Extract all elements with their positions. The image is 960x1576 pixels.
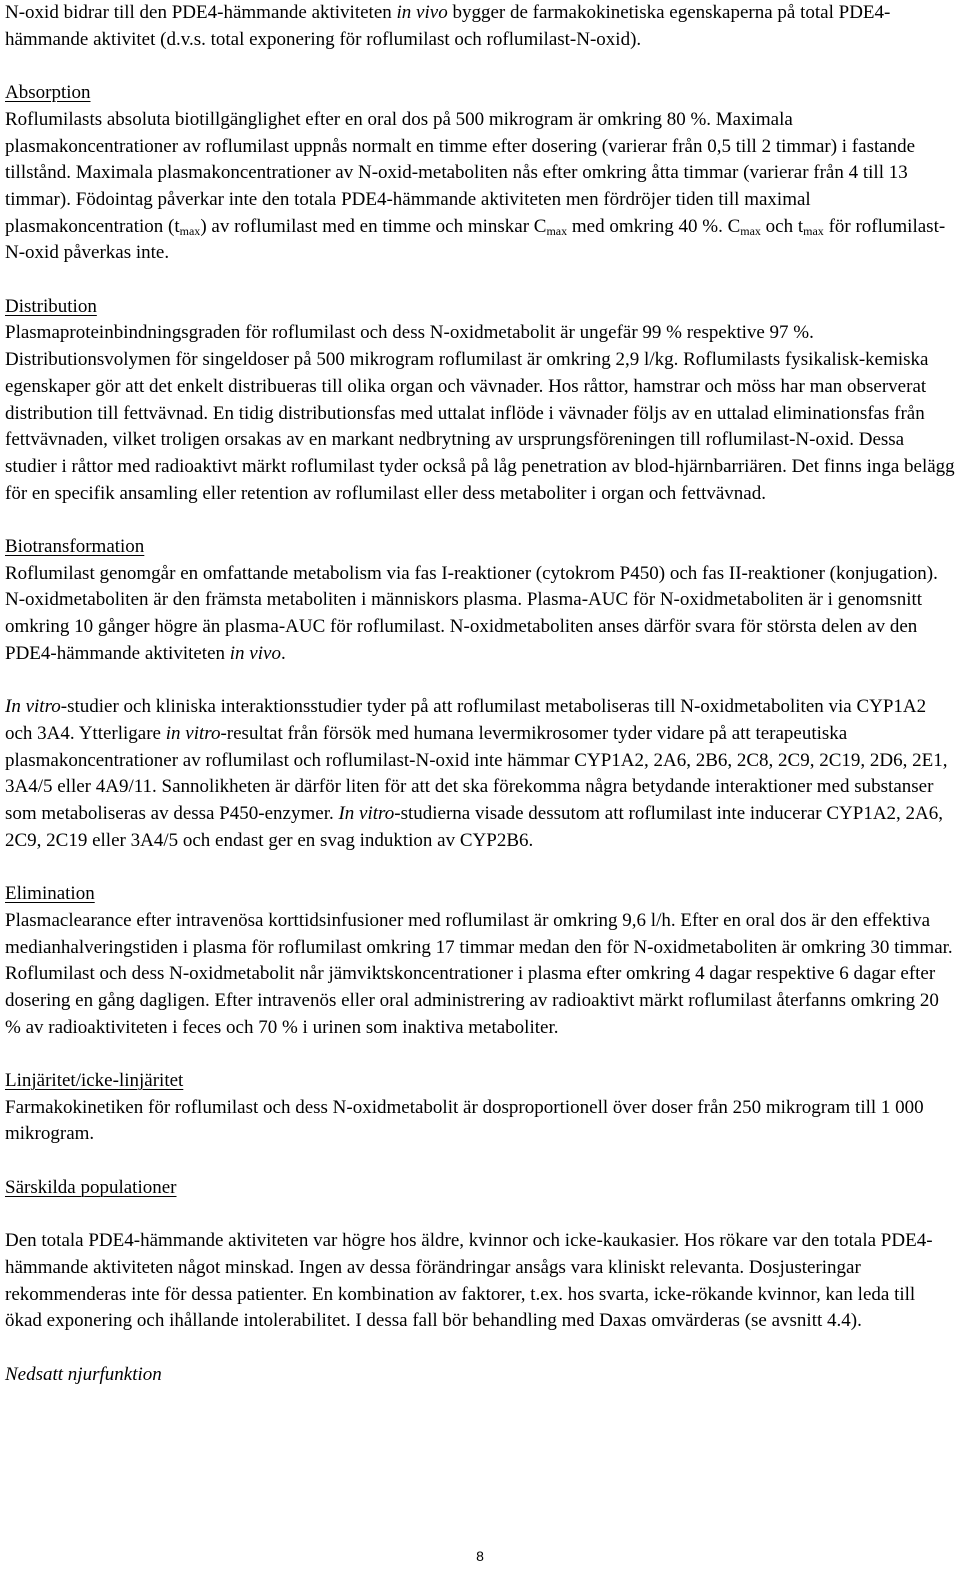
absorption-paragraph bbox=[5, 107, 955, 267]
cmax-subscript-2: max bbox=[740, 223, 761, 238]
absorption-text-4: och t bbox=[760, 215, 804, 237]
intro-text-b: bygger de farmakokinetiska egenskaperna på total PDE4-hämmande aktivitet (d.v.s. total exponering för roflumilast och roflumilast-N-oxid). bbox=[5, 2, 891, 50]
in-vitro-italic-3: In vitro bbox=[338, 803, 395, 825]
tmax-subscript-2: max bbox=[803, 223, 824, 238]
absorption-text-1: Roflumilasts absoluta biotillgänglighet efter en oral dos på 500 mikrogram är omkring 80 %. Maximala plasmakoncentrationer av roflumilast uppnås normalt en timme efter dosering (varierar från 0,5 till 2 timmar) i fastande tillstånd. Maximala plasmakoncentrationer av N-oxid-metaboliten nås efter omkring åtta timmar (varierar från 4 till 13 timmar). Födointag påverkar inte den totala PDE4-hämmande aktiviteten men fördröjer tiden till maximal plasmakoncentration (t bbox=[5, 108, 916, 237]
biotransformation-italic: in vivo bbox=[229, 642, 281, 664]
biotransformation-p2-text-a: -studier och kliniska interaktionsstudier tyder på att roflumilast metaboliseras till N-oxidmetaboliten via CYP1A2 och 3A4. Ytterligare bbox=[5, 696, 927, 744]
intro-text-a: N-oxid bidrar till den PDE4-hämmande aktiviteten bbox=[5, 2, 397, 23]
biotransformation-heading: Biotransformation bbox=[5, 536, 145, 558]
intro-italic: in vivo bbox=[396, 2, 448, 23]
in-vitro-italic-2: in vitro bbox=[165, 722, 221, 744]
special-populations-paragraph: Den totala PDE4-hämmande aktiviteten var högre hos äldre, kvinnor och icke-kaukasier. Hos rökare var den totala PDE4-hämmande aktiviteten något minskad. Ingen av dessa förändringar ansågs vara kliniskt relevanta. Dosjusteringar rekommenderas inte för dessa patienter. En kombination av faktorer, t.ex. hos svarta, icke-rökande kvinnor, kan leda till ökad exponering och ihållande intolerabilitet. I dessa fall bör behandling med Daxas omvärderas (se avsnitt 4.4). bbox=[5, 1230, 933, 1332]
tmax-subscript: max bbox=[179, 223, 201, 238]
biotransformation-p2-text-b: -resultat från försök med humana levermikrosomer tyder vidare på att terapeutiska plasmakoncentrationer av roflumilast och roflumilast-N-oxid inte hämmar CYP1A2, 2A6, 2B6, 2C8, 2C9, 2C19, 2D6, 2E1, 3A4/5 eller 4A9/11. Sannolikheten är därför liten för att det ska förekomma några betydande interaktioner med substanser som metaboliseras av dessa P450-enzymer. bbox=[5, 722, 948, 825]
intro-paragraph bbox=[5, 0, 955, 53]
elimination-paragraph: Plasmaclearance efter intravenösa korttidsinfusioner med roflumilast är omkring 9,6 l/h. Efter en oral dos är den effektiva medianhalveringstiden i plasma för roflumilast omkring 17 timmar medan den för N-oxidmetaboliten är omkring 30 timmar. Roflumilast och dess N-oxidmetabolit når jämviktskoncentrationer i plasma efter omkring 4 dagar respektive 6 dagar efter dosering en gång dagligen. Efter intravenös eller oral administrering av radioaktivt märkt roflumilast återfanns omkring 20 % av radioaktiviteten i feces och 70 % i urinen som inaktiva metaboliter. bbox=[5, 909, 953, 1038]
absorption-heading: Absorption bbox=[5, 82, 91, 104]
linearity-heading: Linjäritet/icke-linjäritet bbox=[5, 1070, 184, 1092]
page-number: 8 bbox=[476, 1548, 484, 1564]
absorption-text-3: med omkring 40 %. C bbox=[567, 215, 741, 237]
in-vitro-italic-1: In vitro bbox=[5, 696, 61, 718]
biotransformation-text-a: Roflumilast genomgår en omfattande metabolism via fas I-reaktioner (cytokrom P450) och fas II-reaktioner (konjugation). N-oxidmetaboliten är den främsta metaboliten i människors plasma. Plasma-AUC för N-oxidmetaboliten är i genomsnitt omkring 10 gånger högre än plasma-AUC för roflumilast. N-oxidmetaboliten anses därför svara för största delen av den PDE4-hämmande aktiviteten bbox=[5, 562, 938, 664]
biotransformation-paragraph-2 bbox=[5, 694, 955, 854]
distribution-heading: Distribution bbox=[5, 295, 97, 317]
absorption-text-2: ) av roflumilast med en timme och minskar C bbox=[200, 215, 547, 237]
absorption-text-5: för roflumilast-N-oxid påverkas inte. bbox=[5, 215, 946, 264]
biotransformation-text-b: . bbox=[280, 642, 286, 664]
linearity-paragraph: Farmakokinetiken för roflumilast och dess N-oxidmetabolit är dosproportionell över doser från 250 mikrogram till 1 000 mikrogram. bbox=[5, 1096, 924, 1145]
distribution-paragraph: Plasmaproteinbindningsgraden för roflumilast och dess N-oxidmetabolit är ungefär 99 % respektive 97 %. Distributionsvolymen för singeldoser på 500 mikrogram roflumilast är omkring 2,9 l/kg. Roflumilasts fysikalisk-kemiska egenskaper gör att det enkelt distribueras till olika organ och vävnader. Hos råttor, hamstrar och möss har man observerat distribution till fettvävnad. En tidig distributionsfas med uttalat inflöde i vävnader följs av en uttalad eliminationsfas från fettvävnaden, vilket troligen orsakas av en markant nedbrytning av ursprungsföreningen till roflumilast-N-oxid. Dessa studier i råttor med radioaktivt märkt roflumilast tyder också på låg penetration av blod-hjärnbarriären. Det finns inga belägg för en specifik ansamling eller retention av roflumilast eller dess metaboliter i organ och fettvävnad. bbox=[5, 322, 955, 504]
biotransformation-p2-text-c: -studierna visade dessutom att roflumilast inte inducerar CYP1A2, 2A6, 2C9, 2C19 eller 3A4/5 och endast ger en svag induktion av CYP2B6. bbox=[5, 803, 944, 851]
document-page bbox=[5, 0, 955, 1388]
cmax-subscript: max bbox=[546, 223, 568, 238]
biotransformation-paragraph-1 bbox=[5, 561, 955, 668]
special-populations-heading: Särskilda populationer bbox=[5, 1176, 177, 1198]
elimination-heading: Elimination bbox=[5, 883, 95, 905]
renal-impairment-heading: Nedsatt njurfunktion bbox=[5, 1363, 162, 1385]
